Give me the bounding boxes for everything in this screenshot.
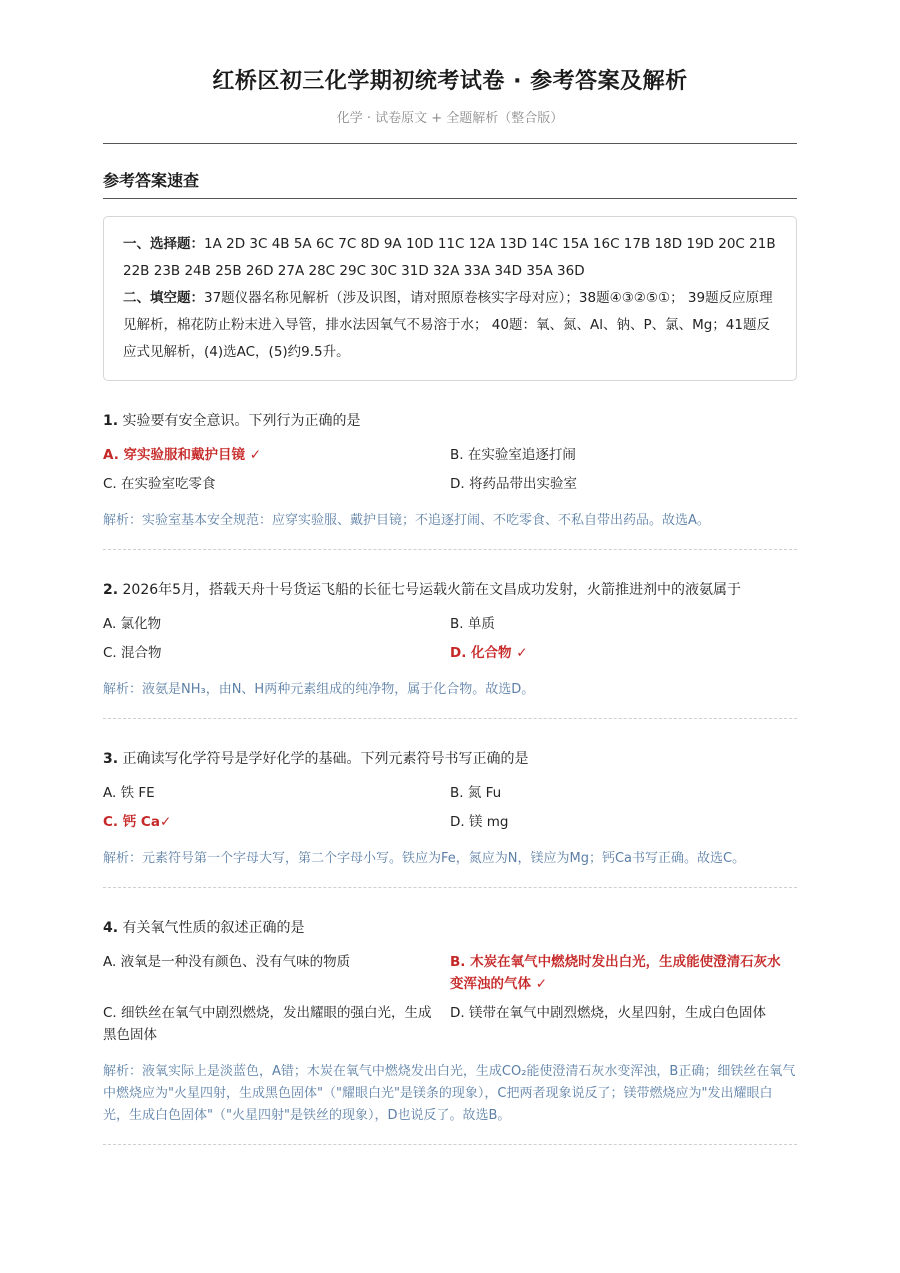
fill-answers-text: 37题仪器名称见解析（涉及识图，请对照原卷核实字母对应）；38题④③②⑤①； 39题反应原理见解析，棉花防止粉末进入导管，排水法因氧气不易溶于水； 40题：氧、氮、Al、钠、P、氯、Mg；41题反应式见解析，(4)选AC，(5)约9.5升。 [123,290,773,360]
page-subtitle: 化学 · 试卷原文 + 全题解析（整合版） [336,111,564,126]
option: B. 在实验室追逐打闹 [450,447,576,463]
page-title: 红桥区初三化学期初统考试卷 · 参考答案及解析 [212,69,688,94]
question-number: 2. [103,582,119,598]
explanation: 解析：液氨是NH₃，由N、H两种元素组成的纯净物，属于化合物。故选D。 [103,682,535,697]
option: A. 氯化物 [103,616,162,632]
option-grid [103,951,797,1053]
question-stem [103,748,797,768]
option-correct: A. 穿实验服和戴护目镜 ✓ [103,447,262,463]
explanation: 解析：液氧实际上是淡蓝色，A错；木炭在氧气中燃烧发出白光，生成CO₂能使澄清石灰水变浑浊，B正确；细铁丝在氧气中燃烧应为"火星四射，生成黑色固体"（"耀眼白光"是镁条的现象），C把两者现象说反了；镁带燃烧应为"发出耀眼白光，生成白色固体"（"火星四射"是铁丝的现象），D也说反了。故选B。 [103,1064,796,1123]
question-number: 3. [103,751,119,767]
question-divider [103,718,797,719]
question-divider [103,549,797,550]
option: D. 将药品带出实验室 [450,476,577,492]
option-correct: C. 钙 Ca✓ [103,814,172,830]
header-divider [103,143,797,144]
option-grid [103,613,797,671]
option: D. 镁 mg [450,814,509,830]
choice-answers [123,231,776,285]
question-stem [103,917,797,937]
document-page [103,0,797,1145]
question-item [103,917,797,1145]
explanation: 解析：元素符号第一个字母大写，第二个字母小写。铁应为Fe，氮应为N，镁应为Mg；钙Ca书写正确。故选C。 [103,851,746,866]
option: B. 氮 Fu [450,785,502,801]
question-divider [103,1144,797,1145]
fill-answers [123,285,776,366]
question-number: 1. [103,413,119,429]
question-number: 4. [103,920,119,936]
option: A. 液氧是一种没有颜色、没有气味的物质 [103,954,351,970]
question-text: 实验要有安全意识。下列行为正确的是 [122,413,361,429]
question-divider [103,887,797,888]
option: C. 混合物 [103,645,162,661]
quick-answers-box [103,216,797,381]
fill-answers-label: 二、填空题： [123,290,204,306]
option: A. 铁 FE [103,785,155,801]
question-item [103,410,797,550]
option: C. 细铁丝在氧气中剧烈燃烧，发出耀眼的强白光，生成黑色固体 [103,1005,432,1043]
option: D. 镁带在氧气中剧烈燃烧，火星四射，生成白色固体 [450,1005,766,1021]
option: C. 在实验室吃零食 [103,476,216,492]
choice-answers-text: 1A 2D 3C 4B 5A 6C 7C 8D 9A 10D 11C 12A 13D 14C 15A 16C 17B 18D 19D 20C 21B 22B 23B 24B 25B 26D 27A 28C 29C 30C 31D 32A 33A 34D 35A 36D [123,236,776,279]
question-text: 正确读写化学符号是学好化学的基础。下列元素符号书写正确的是 [122,751,529,767]
option-correct: D. 化合物 ✓ [450,645,528,661]
question-list [103,410,797,1145]
question-item [103,579,797,719]
choice-answers-label: 一、选择题： [123,236,204,252]
option-correct: B. 木炭在氧气中燃烧时发出白光，生成能使澄清石灰水变浑浊的气体 ✓ [450,954,781,992]
explanation: 解析：实验室基本安全规范：应穿实验服、戴护目镜；不追逐打闹、不吃零食、不私自带出药品。故选A。 [103,513,710,528]
question-stem [103,579,797,599]
option: B. 单质 [450,616,495,632]
quick-answers-heading: 参考答案速查 [103,168,797,199]
question-text: 有关氧气性质的叙述正确的是 [122,920,305,936]
question-text: 2026年5月，搭载天舟十号货运飞船的长征七号运载火箭在文昌成功发射，火箭推进剂中的液氨属于 [122,582,742,598]
question-item [103,748,797,888]
option-grid [103,444,797,502]
question-stem [103,410,797,430]
option-grid [103,782,797,840]
